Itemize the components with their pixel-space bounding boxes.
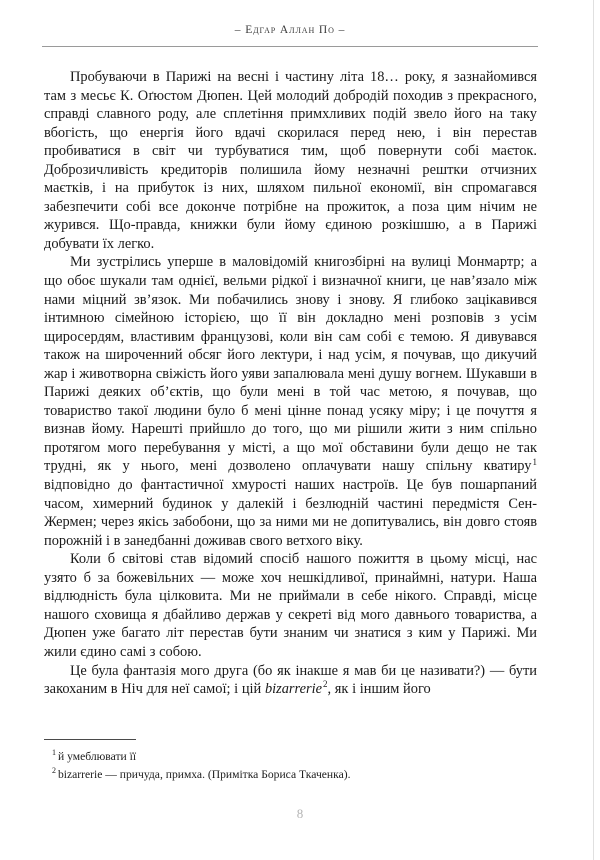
paragraph-4-text-after-footnote: , як і іншим його [327, 681, 431, 698]
paragraph-2 [44, 253, 537, 550]
paragraph-2-text-after-footnote: відповідно до фантастичної хмурості наших настроїв. Це був пошарпаний часом, химерний будинок у далекій і безлюдній частині передмістя Сен-Жермен; через якісь забобони, що за ними ми не допитувались, він довго стояв порожній і в занедбанні доживав свого ветхого віку. [44, 477, 537, 549]
footnote-marker-1: 1 [52, 748, 56, 758]
foreign-term-bizarrerie: bizarrerie [264, 681, 322, 698]
footnote-reference-2[interactable]: 2 [322, 679, 328, 690]
footnote-item-2 [52, 766, 538, 784]
footnote-text-1: й умеблювати її [58, 750, 137, 763]
header-rule [42, 46, 538, 47]
footnote-separator-rule [44, 739, 136, 740]
paragraph-3-text: Коли б світові став відомий спосіб нашого пожиття в цьому місці, нас узято б за божевільних — може хоч нешкідливої, принаймні, натури. Наша відлюдність була цілковита. Ми не приймали в себе нікого. Справді, місце нашого сховища я дбайливо держав у секреті від мого давнього товариства, а Дюпен уже багато літ перестав бути знаним чи знатися з ким у Парижі. Ми жили єдино самі з собою. [44, 551, 537, 660]
footnote-text-2: bizarrerie — причуда, примха. (Примітка Бориса Ткаченка). [58, 767, 351, 781]
running-head: – Едгар Аллан По – [234, 24, 346, 36]
paragraph-3 [44, 550, 537, 661]
footnote-reference-1[interactable]: 1 [532, 456, 537, 467]
footnote-marker-2: 2 [52, 765, 56, 775]
paragraph-2-text-before-footnote: Ми зустрілись уперше в маловідомій книгозбірні на вулиці Монмартр; а що обоє шукали там однієї, вельми рідкої і визначної книги, це нав’язало між нами міцний зв’язок. Ми побачились знову і знову. Я глибоко зацікавився інтимною сімейною історією, що її він докладно мені розповів з усім щиросердям, властивим французові, коли він сам собі є темою. Я дивувався також на широченний обсяг його лектури, і над усім, я почував, що дикучий жар і животворна свіжість його уяви запалювала мені душу вогнем. Шукавши в Парижі деяких об’єктів, що були мені в той час метою, я почував, що товариство такої людини було б мені цінне понад усяку міру; і це почуття я визнав йому. Нарешті прийшло до того, що ми рішили жити з ним спільно протягом мого перебування у місті, а що мої обставини були дещо не так трудні, як у нього, мені дозволено оплачувати нашу спільну кватиру [44, 254, 537, 475]
page-number: 8 [296, 806, 304, 821]
paragraph-1-text: Пробуваючи в Парижі на весні і частину літа 18… року, я зазнайомився там з месьє К. Оґюстом Дюпен. Цей молодий добродій походив з прекрасного, справді славного роду, але сплетіння примхливих подій звело його на таку вбогість, що енергія його вдачі скорилася перед нею, і він перестав пробиватися в світ чи турбуватися тим, щоб повернути собі маєток. Доброзичливість кредиторів полишила йому незначні рештки отчизних маєтків, і на прибуток із них, шляхом пильної економії, він спромагався забезпечити собі все доконче потрібне на прожиток, а поза цим нічим не журився. Що-правда, книжки були йому єдиною розкішшю, а в Парижі добувати їх легко. [44, 69, 537, 252]
footnote-item-1 [52, 748, 538, 766]
paragraph-4 [44, 662, 537, 699]
paragraph-1 [44, 68, 537, 253]
page-edge-line [593, 0, 594, 860]
body-text-block [44, 68, 537, 699]
footnotes-block [52, 748, 538, 783]
paragraph-4-text-before-term: Це була фантазія мого друга (бо як інакше я мав би це називати?) — бути закоханим в Ніч для неї самої; і цій [44, 662, 537, 698]
